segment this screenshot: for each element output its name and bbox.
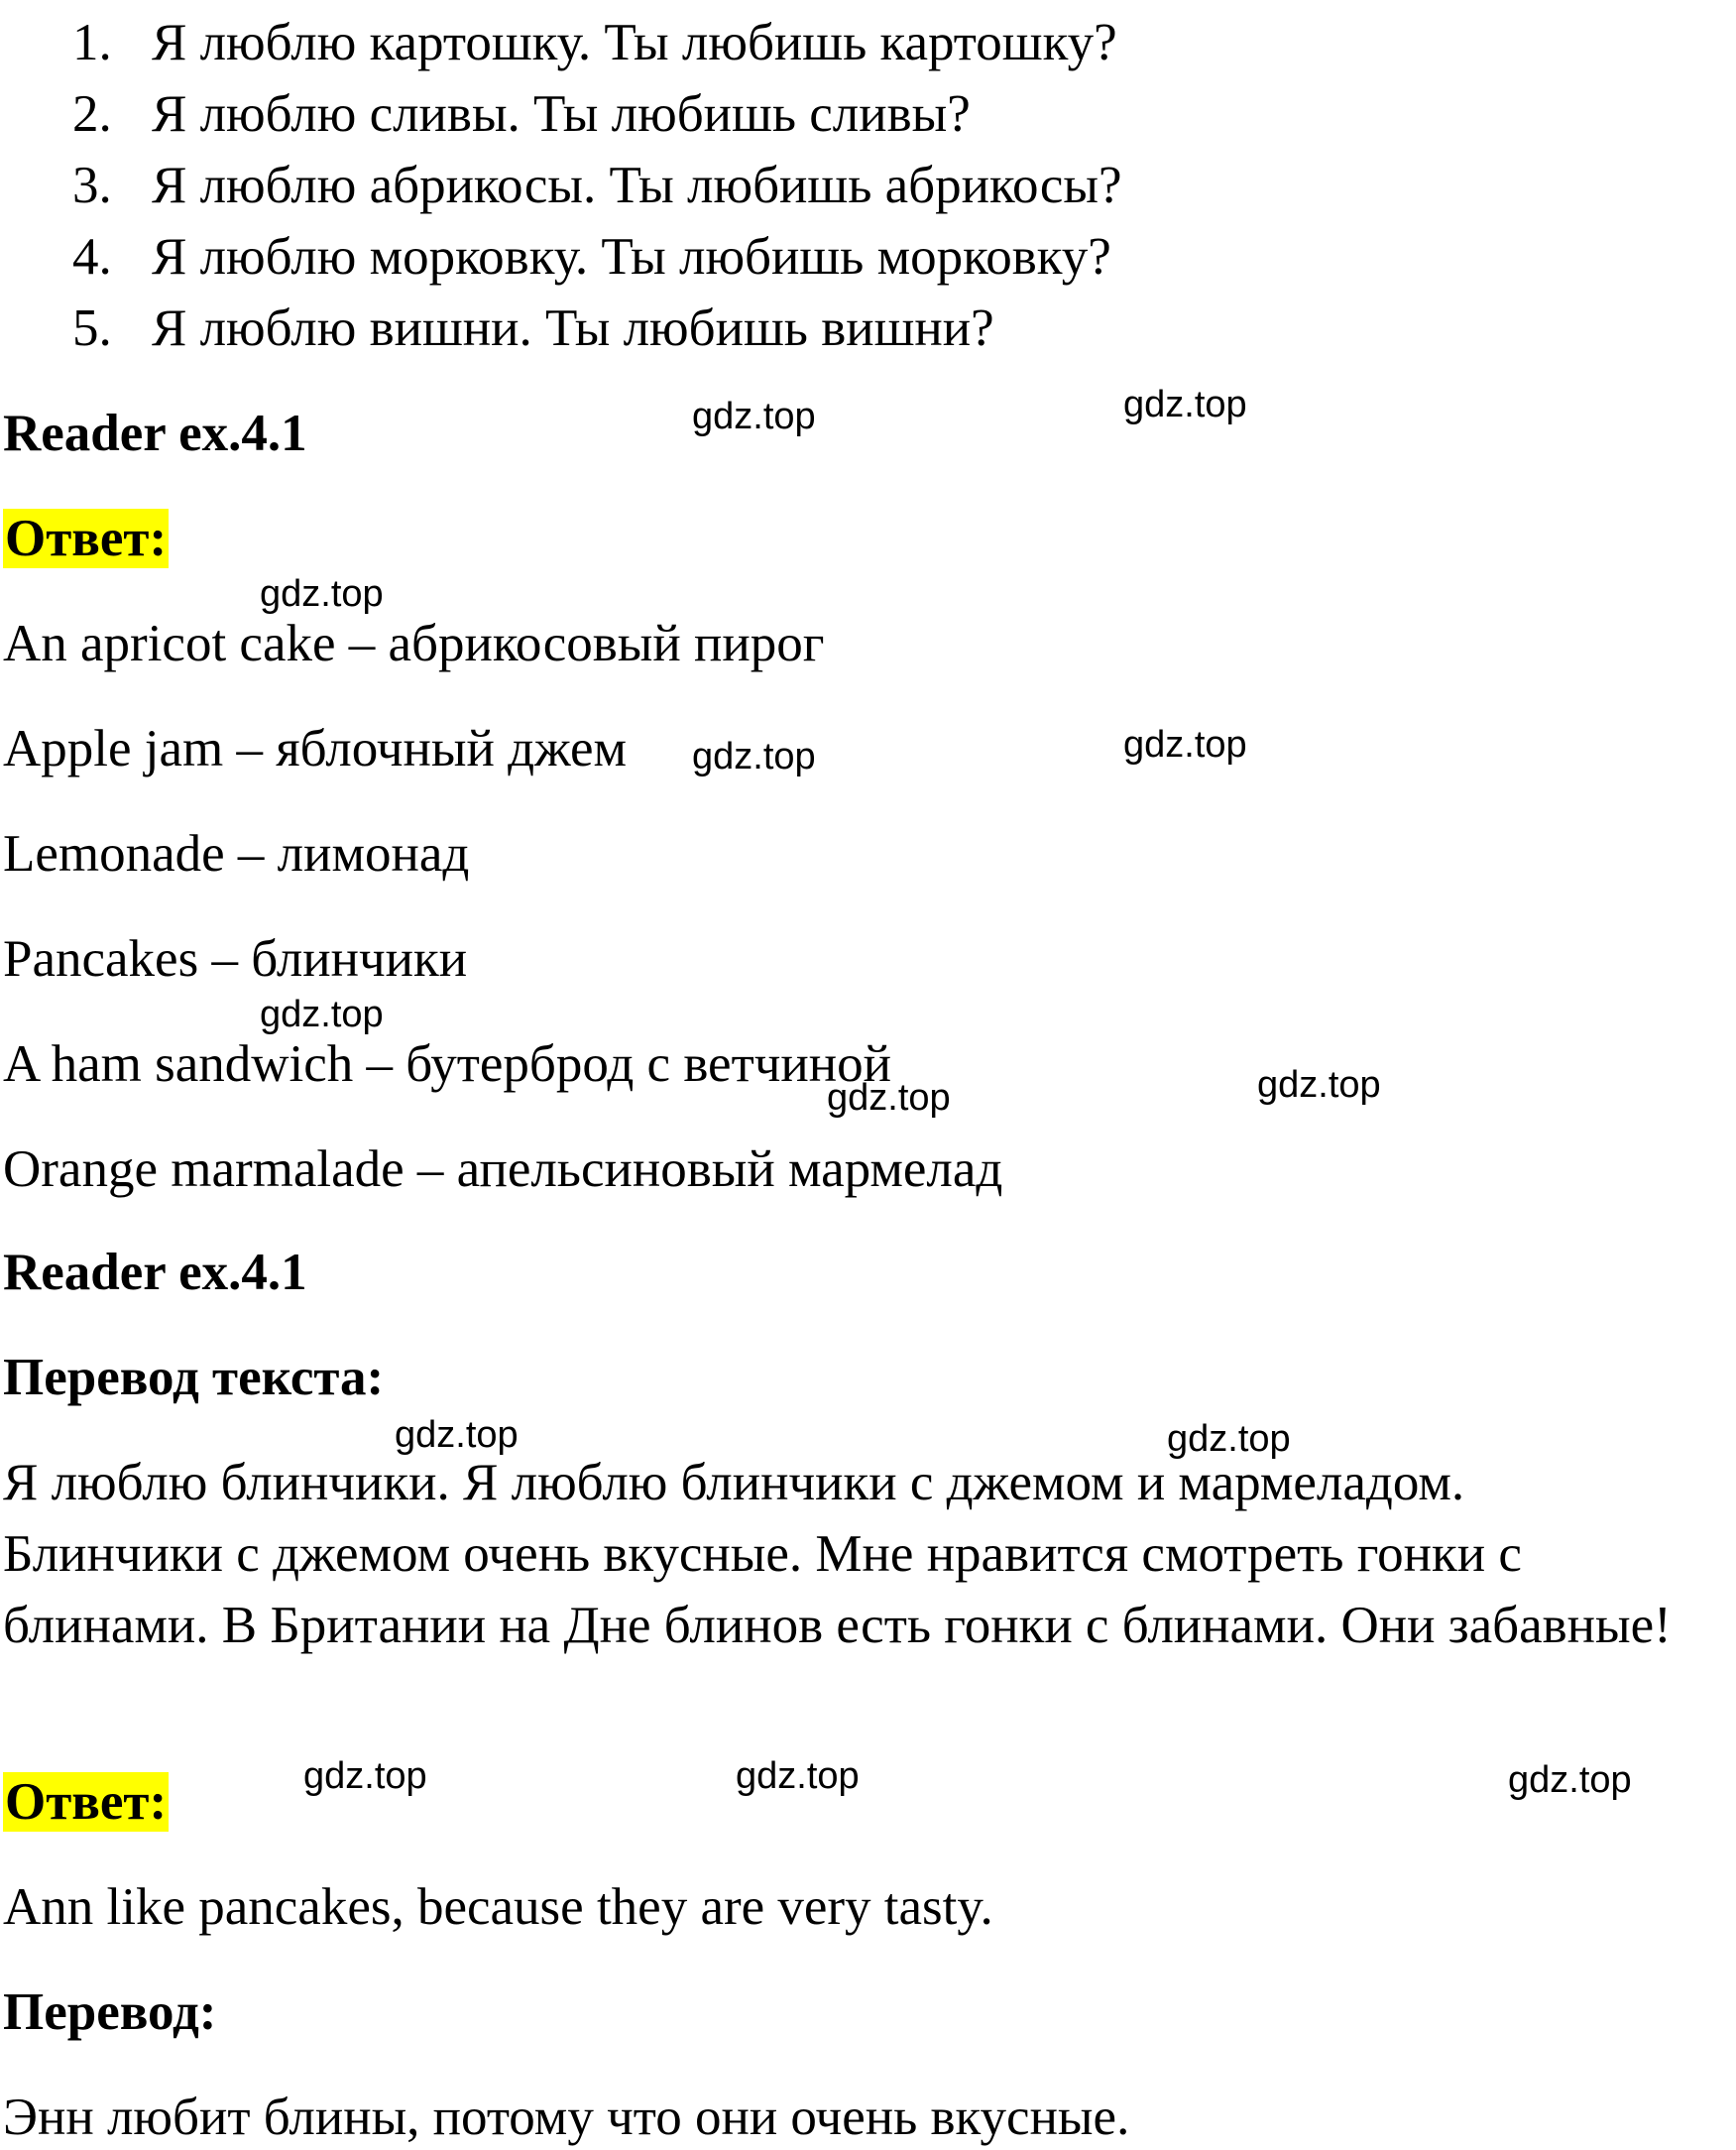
watermark: gdz.top bbox=[692, 736, 816, 777]
list-item bbox=[72, 227, 1111, 287]
watermark: gdz.top bbox=[1123, 724, 1247, 766]
watermark: gdz.top bbox=[1257, 1064, 1381, 1106]
list-number: 4. bbox=[72, 228, 112, 286]
watermark: gdz.top bbox=[260, 573, 384, 615]
vocab-item: Pancakes – блинчики bbox=[3, 930, 468, 988]
list-text: Я люблю абрикосы. Ты любишь абрикосы? bbox=[152, 157, 1122, 214]
watermark: gdz.top bbox=[260, 994, 384, 1035]
list-text: Я люблю морковку. Ты любишь морковку? bbox=[152, 228, 1111, 286]
list-text: Я люблю сливы. Ты любишь сливы? bbox=[152, 85, 971, 143]
list-text: Я люблю вишни. Ты любишь вишни? bbox=[152, 299, 994, 357]
watermark: gdz.top bbox=[303, 1755, 427, 1797]
section-heading: Reader ex.4.1 bbox=[3, 1244, 307, 1301]
watermark: gdz.top bbox=[827, 1077, 951, 1119]
vocab-item: Apple jam – яблочный джем bbox=[3, 720, 628, 777]
answer-label: Ответ: bbox=[5, 1773, 168, 1831]
watermark: gdz.top bbox=[1508, 1759, 1632, 1801]
translation-heading: Перевод текста: bbox=[3, 1349, 385, 1406]
section-heading: Reader ex.4.1 bbox=[3, 405, 307, 462]
list-number: 1. bbox=[72, 14, 112, 71]
vocab-item: Orange marmalade – апельсиновый мармелад bbox=[3, 1140, 1003, 1198]
translation-paragraph: Я люблю блинчики. Я люблю блинчики с джемом и мармеладом. Блинчики с джемом очень вкусные. Мне нравится смотреть гонки с блинами. В Британии на Дне блинов есть гонки с блинами. Они забавные! bbox=[3, 1454, 1672, 1654]
list-number: 3. bbox=[72, 157, 112, 214]
watermark: gdz.top bbox=[1167, 1418, 1291, 1460]
list-number: 5. bbox=[72, 299, 112, 357]
list-item bbox=[72, 84, 971, 144]
vocab-item: An apricot cake – абрикосовый пирог bbox=[3, 615, 825, 672]
watermark: gdz.top bbox=[736, 1755, 860, 1797]
list-number: 2. bbox=[72, 85, 112, 143]
watermark: gdz.top bbox=[1123, 384, 1247, 425]
watermark: gdz.top bbox=[692, 396, 816, 437]
list-item bbox=[72, 156, 1122, 215]
list-item bbox=[72, 299, 994, 358]
answer-label: Ответ: bbox=[5, 510, 168, 567]
vocab-item: A ham sandwich – бутерброд с ветчиной bbox=[3, 1035, 891, 1093]
translation-answer: Энн любит блины, потому что они очень вкусные. bbox=[3, 2089, 1130, 2146]
vocab-item: Lemonade – лимонад bbox=[3, 825, 470, 883]
translation-label: Перевод: bbox=[3, 1983, 217, 2041]
list-item bbox=[72, 13, 1117, 72]
watermark: gdz.top bbox=[395, 1414, 519, 1456]
list-text: Я люблю картошку. Ты любишь картошку? bbox=[152, 14, 1117, 71]
answer-text: Ann like pancakes, because they are very tasty. bbox=[3, 1878, 993, 1936]
